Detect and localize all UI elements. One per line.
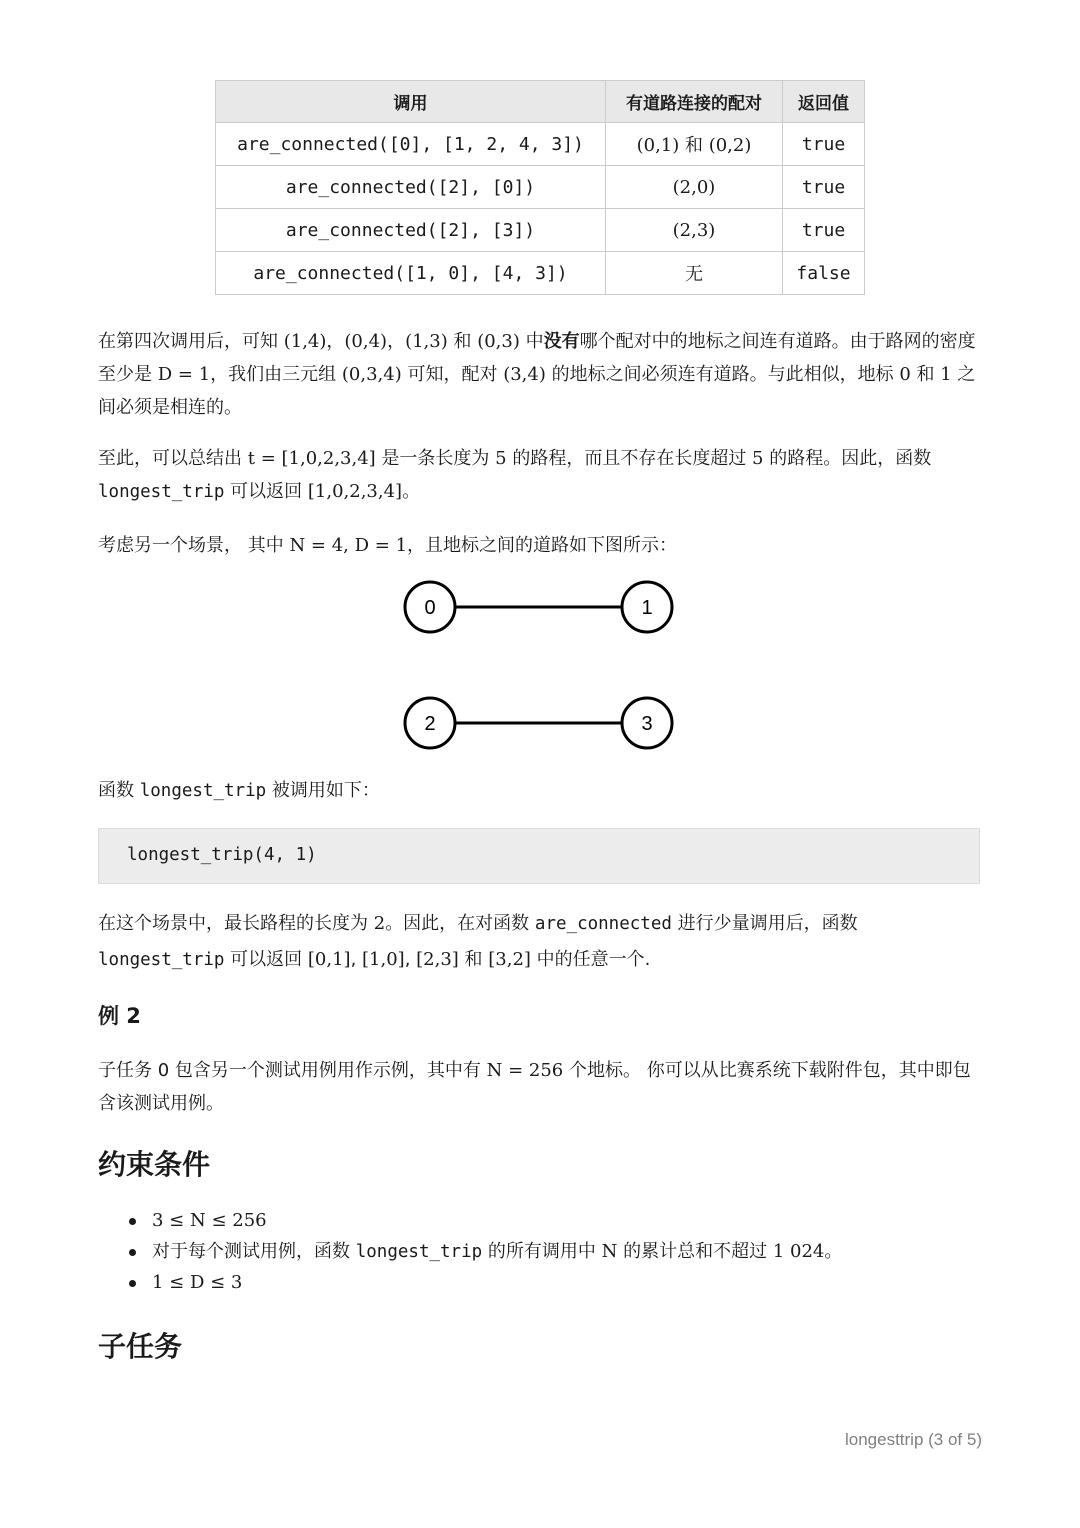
text: 和 (447, 331, 478, 352)
text: 函数 (98, 780, 140, 801)
header-call: 调用 (216, 81, 606, 123)
math: N = 256 (486, 1060, 564, 1081)
cell-pairs: (2,0) (606, 166, 783, 209)
inline-code: longest_trip (98, 482, 225, 502)
text: ， (326, 331, 345, 352)
cell-return: false (783, 252, 865, 295)
table-row (216, 209, 865, 252)
constraints-heading: 约束条件 (98, 1148, 211, 1181)
math: (0,3) (477, 331, 520, 352)
math: t = [1,0,2,3,4] (247, 448, 376, 469)
text: 和 (910, 364, 941, 385)
cell-call: are_connected([2], [3]) (216, 209, 606, 252)
math: D = 1 (157, 364, 211, 385)
page-footer: longesttrip (3 of 5) (844, 1430, 982, 1449)
cell-return: true (783, 209, 865, 252)
text: ，且地标之间的道路如下图所示： (407, 535, 678, 556)
math: [0,1] (307, 949, 351, 970)
math: 2 (373, 913, 386, 934)
text: 。 (824, 1241, 843, 1262)
paragraph-example-2 (98, 1054, 982, 1120)
text: 的路程，而且不存在长度超过 (506, 448, 753, 469)
text: 被调用如下： (266, 780, 380, 801)
text: 中 (519, 331, 544, 352)
text: 在第四次调用后，可知 (98, 331, 284, 352)
math: (0,3,4) (341, 364, 402, 385)
text: 考虑另一个场景， 其中 (98, 535, 290, 556)
node-label: 3 (641, 713, 653, 735)
text: 之间必须是相连的。 (98, 364, 976, 418)
math: [3,2] (488, 949, 531, 970)
cell-pairs: (0,1) 和 (0,2) (606, 123, 783, 166)
math: 5 (752, 448, 764, 469)
inline-code: longest_trip (355, 1242, 483, 1262)
math: N = 4, D = 1 (289, 535, 408, 556)
node-label: 2 (424, 713, 436, 735)
cell-pairs: 无 (606, 252, 783, 295)
paragraph-after-fourth-call (98, 325, 982, 424)
text: 中的任意一个. (530, 949, 651, 970)
example-2-heading: 例 2 (98, 1004, 141, 1028)
code-block (98, 828, 980, 884)
header-pairs: 有道路连接的配对 (606, 81, 783, 123)
text: 至此，可以总结出 (98, 448, 248, 469)
paragraph-another-scenario (98, 529, 982, 562)
table-row (216, 166, 865, 209)
text: ，我们由三元组 (210, 364, 342, 385)
text: 和 (458, 949, 489, 970)
code-text: longest_trip(4, 1) (127, 845, 317, 865)
text: 可知，配对 (401, 364, 504, 385)
math: (1,3) (405, 331, 448, 352)
cell-return: true (783, 166, 865, 209)
inline-code: longest_trip (98, 950, 225, 970)
node-0 (405, 582, 455, 632)
table-row (216, 252, 865, 295)
table-row (216, 123, 865, 166)
cell-call: are_connected([2], [0]) (216, 166, 606, 209)
math: [1,0,2,3,4] (307, 481, 403, 502)
cell-call: are_connected([0], [1, 2, 4, 3]) (216, 123, 606, 166)
text: ， (387, 331, 406, 352)
node-2 (405, 698, 455, 748)
paragraph-summary (98, 442, 982, 509)
text: 对于每个测试用例，函数 (152, 1241, 356, 1262)
header-return: 返回值 (783, 81, 865, 123)
bold-text: 没有 (543, 331, 580, 352)
math: 0 (899, 364, 911, 385)
math: 5 (495, 448, 507, 469)
calls-table (215, 80, 865, 295)
math: (3,4) (503, 364, 546, 385)
text: 的累计总和不超过 (617, 1241, 773, 1262)
text: 个地标。 你可以从比赛系统下载附件包，其中即包含该测试用例。 (98, 1060, 971, 1114)
text: 。 (402, 481, 421, 502)
subtasks-heading: 子任务 (98, 1330, 183, 1363)
math: (1,4) (283, 331, 327, 352)
text: 可以返回 (224, 481, 308, 502)
cell-return: true (783, 123, 865, 166)
math: N (601, 1241, 618, 1262)
text: 的路程。因此，函数 (763, 448, 932, 469)
math: 1 ≤ D ≤ 3 (152, 1272, 243, 1293)
math: 3 ≤ N ≤ 256 (152, 1210, 267, 1231)
inline-code: are_connected (534, 914, 672, 934)
node-label: 1 (641, 597, 653, 619)
list-item (98, 1205, 842, 1236)
text: , (404, 949, 417, 970)
paragraph-longest-length (98, 906, 982, 978)
node-3 (622, 698, 672, 748)
text: 哪个配对中的地标之间连有道路。由于路网的密度至少是 (98, 331, 976, 385)
text: 是一条长度为 (375, 448, 496, 469)
road-graph (390, 570, 690, 760)
text: 在这个场景中，最长路程的长度为 (98, 913, 374, 934)
text: 可以返回 (224, 949, 308, 970)
math: [1,0] (362, 949, 405, 970)
table-header-row (216, 81, 865, 123)
node-label: 0 (424, 597, 436, 619)
math: 1 (940, 364, 952, 385)
math: [2,3] (416, 949, 459, 970)
text: 的地标之间必须连有道路。与此相似，地标 (545, 364, 900, 385)
list-item (98, 1236, 842, 1267)
list-item (98, 1267, 842, 1298)
cell-call: are_connected([1, 0], [4, 3]) (216, 252, 606, 295)
text: 进行少量调用后，函数 (671, 913, 858, 934)
constraints-list (98, 1205, 842, 1298)
cell-pairs: (2,3) (606, 209, 783, 252)
inline-code: longest_trip (139, 781, 267, 801)
math: 1 024 (772, 1241, 825, 1262)
text: 。因此，在对函数 (385, 913, 535, 934)
node-1 (622, 582, 672, 632)
text: 的所有调用中 (482, 1241, 602, 1262)
text: 子任务 0 包含另一个测试用例用作示例，其中有 (98, 1060, 487, 1081)
paragraph-call-intro (98, 774, 982, 808)
math: (0,4) (344, 331, 388, 352)
text: , (350, 949, 363, 970)
